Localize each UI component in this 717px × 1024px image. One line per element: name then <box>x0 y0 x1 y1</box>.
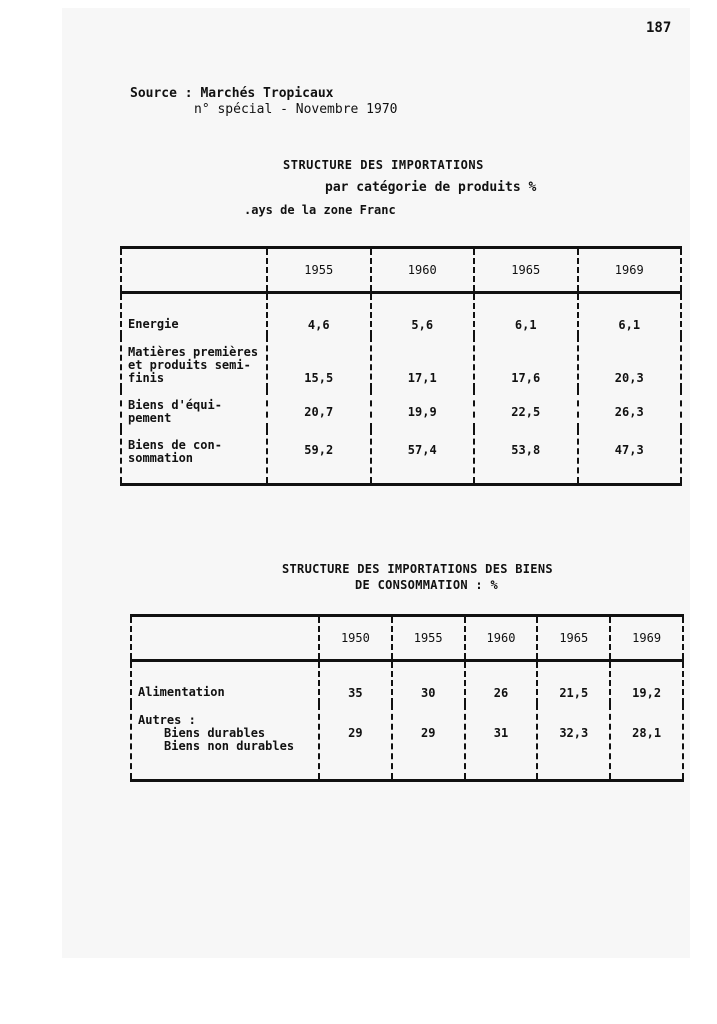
table-row <box>121 389 681 429</box>
column-header: 1955 <box>392 616 465 661</box>
table-cell: 6,1 <box>474 293 578 337</box>
column-header: 1969 <box>578 248 682 293</box>
row-label: Biens de con-sommation <box>121 429 267 485</box>
table-cell: 6,1 <box>578 293 682 337</box>
table-cell: 5,6 <box>371 293 475 337</box>
table-cell: 59,2 <box>267 429 371 485</box>
table-cell: 35 <box>319 661 392 705</box>
column-header <box>121 248 267 293</box>
column-header: 1965 <box>537 616 610 661</box>
table-row <box>121 429 681 485</box>
table-cell: 20,3 <box>578 336 682 389</box>
table-header-row <box>121 248 681 293</box>
table-row <box>131 661 683 705</box>
table2-subtitle: DE CONSOMMATION : % <box>355 578 498 592</box>
table-cell: 32,3 <box>537 704 610 781</box>
table-cell: 4,6 <box>267 293 371 337</box>
table-header-row <box>131 616 683 661</box>
column-header: 1955 <box>267 248 371 293</box>
column-header: 1960 <box>465 616 538 661</box>
table-row <box>121 336 681 389</box>
table-row <box>121 293 681 337</box>
column-header <box>131 616 319 661</box>
row-sublabel: Biens durables <box>164 726 266 740</box>
table-cell: 17,1 <box>371 336 475 389</box>
column-header: 1965 <box>474 248 578 293</box>
consumer-goods-imports-table <box>130 614 684 782</box>
column-header: 1960 <box>371 248 475 293</box>
source-line-1: Source : Marchés Tropicaux <box>130 86 334 101</box>
row-label: Energie <box>121 293 267 337</box>
table-cell: 15,5 <box>267 336 371 389</box>
table-cell: 19,9 <box>371 389 475 429</box>
table-row <box>131 704 683 781</box>
row-label <box>131 704 319 781</box>
source-note <box>130 86 398 118</box>
table-cell: 17,6 <box>474 336 578 389</box>
table-cell: 31 <box>465 704 538 781</box>
imports-structure-table <box>120 246 682 486</box>
table-cell: 26,3 <box>578 389 682 429</box>
table-cell: 47,3 <box>578 429 682 485</box>
table-cell: 57,4 <box>371 429 475 485</box>
table-cell: 28,1 <box>610 704 683 781</box>
table1-subtitle-2: .ays de la zone Franc <box>244 203 396 217</box>
column-header: 1950 <box>319 616 392 661</box>
table-cell: 21,5 <box>537 661 610 705</box>
table-cell: 30 <box>392 661 465 705</box>
column-header: 1969 <box>610 616 683 661</box>
table-cell: 53,8 <box>474 429 578 485</box>
row-sublabel: Biens non durables <box>164 739 295 753</box>
row-label: Alimentation <box>131 661 319 705</box>
table-cell: 29 <box>319 704 392 781</box>
table1-title: STRUCTURE DES IMPORTATIONS <box>283 158 484 172</box>
source-line-2: n° spécial - Novembre 1970 <box>194 102 398 117</box>
table-cell: 19,2 <box>610 661 683 705</box>
table-cell: 26 <box>465 661 538 705</box>
row-label-main: Autres : <box>138 713 196 727</box>
page-number: 187 <box>646 20 672 36</box>
table-cell: 20,7 <box>267 389 371 429</box>
table-cell: 29 <box>392 704 465 781</box>
table1-subtitle: par catégorie de produits % <box>325 180 537 195</box>
table-cell: 22,5 <box>474 389 578 429</box>
row-label: Biens d'équi-pement <box>121 389 267 429</box>
table2-title: STRUCTURE DES IMPORTATIONS DES BIENS <box>282 562 553 576</box>
row-label: Matières premières et produits semi-finis <box>121 336 267 389</box>
